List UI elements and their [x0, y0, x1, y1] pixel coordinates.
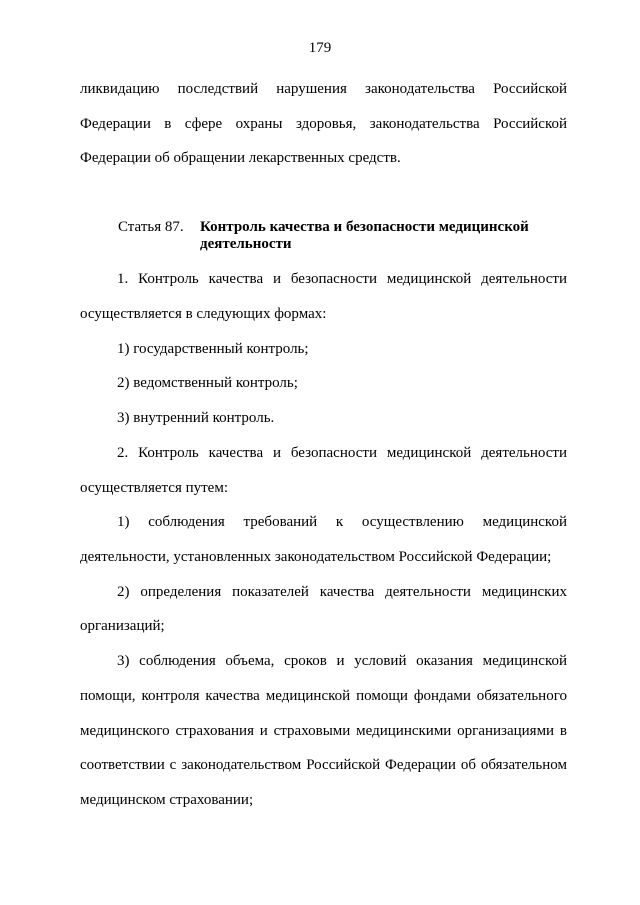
item1-line-2: деятельности, установленных законодательством Российской Федерации; [80, 549, 552, 565]
item3-line-4: соответствии с законодательством Российской Федерации об обязательном [80, 757, 567, 773]
intro-line-1: ликвидацию последствий нарушения законодательства Российской [80, 81, 567, 97]
item2-line-1: 2) определения показателей качества деятельности медицинских [117, 584, 567, 600]
form-item-2: 2) ведомственный контроль; [117, 375, 298, 391]
item2-line-2: организаций; [80, 618, 165, 634]
item3-line-3: медицинского страхования и страховыми медицинскими организациями в [80, 723, 567, 739]
article-title-line-1: Контроль качества и безопасности медицинской [200, 219, 529, 235]
intro-line-2: Федерации в сфере охраны здоровья, законодательства Российской [80, 116, 567, 132]
article-label: Статья 87. [118, 219, 184, 235]
item1-line-1: 1) соблюдения требований к осуществлению медицинской [117, 514, 567, 530]
form-item-3: 3) внутренний контроль. [117, 410, 275, 426]
item3-line-1: 3) соблюдения объема, сроков и условий оказания медицинской [117, 653, 567, 669]
para1-line-1: 1. Контроль качества и безопасности медицинской деятельности [117, 271, 567, 287]
para1-line-2: осуществляется в следующих формах: [80, 306, 327, 322]
form-item-1: 1) государственный контроль; [117, 341, 309, 357]
item3-line-5: медицинском страховании; [80, 792, 254, 808]
article-title-line-2: деятельности [200, 236, 292, 252]
page-number: 179 [308, 40, 332, 56]
intro-line-3: Федерации об обращении лекарственных средств. [80, 150, 401, 166]
para2-line-2: осуществляется путем: [80, 480, 229, 496]
para2-line-1: 2. Контроль качества и безопасности медицинской деятельности [117, 445, 567, 461]
item3-line-2: помощи, контроля качества медицинской помощи фондами обязательного [80, 688, 567, 704]
